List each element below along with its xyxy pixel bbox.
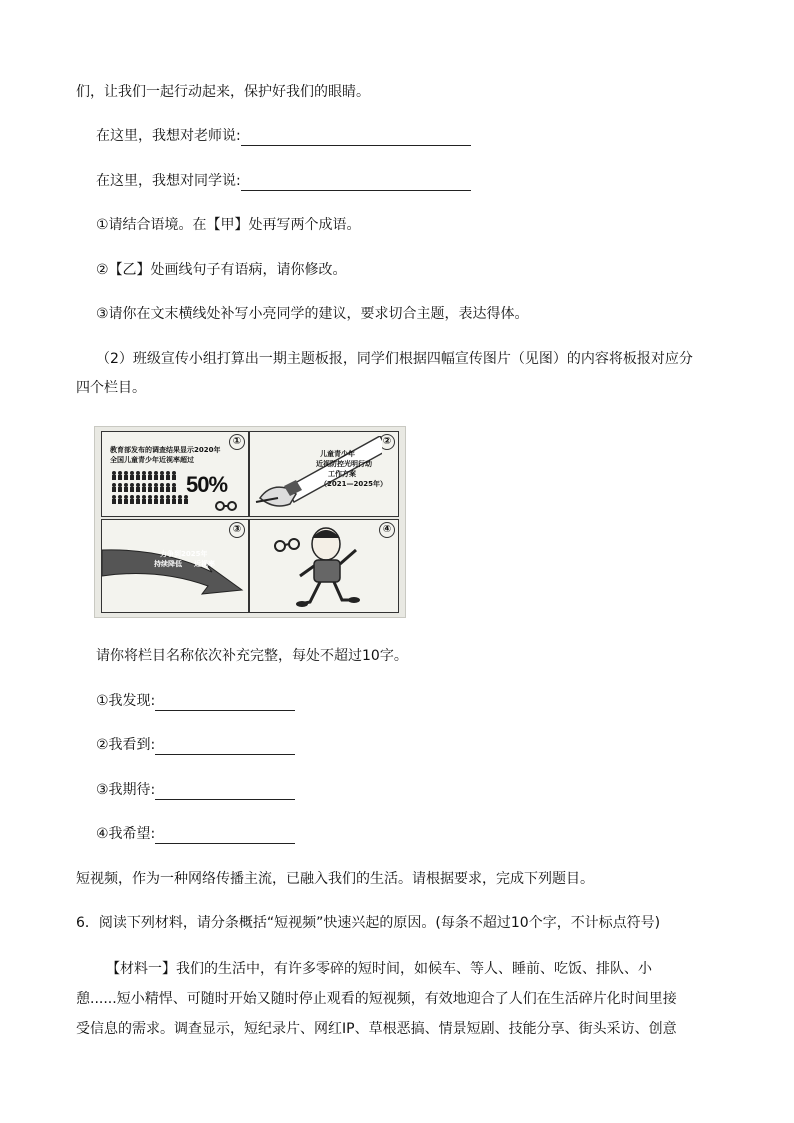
panel1-text-2: 全国儿童青少年近视率超过	[110, 456, 194, 464]
picture-panel-2	[249, 431, 399, 517]
teacher-prompt-label: 在这里，我想对老师说:	[96, 128, 241, 144]
classmate-answer-blank[interactable]	[241, 174, 471, 191]
fill-item-3	[96, 780, 295, 800]
fill-item-3-label: ③我期待:	[96, 782, 156, 798]
fill-item-4	[96, 824, 295, 844]
question-1: ①请结合语境。在【甲】处再写两个成语。	[96, 217, 361, 233]
panel1-text-1: 教育部发布的调查结果显示2020年	[110, 446, 221, 454]
panel-number-2: ②	[379, 434, 395, 450]
fill-item-2-blank[interactable]	[155, 738, 295, 755]
classmate-prompt	[96, 171, 471, 191]
material-1-line-3: 受信息的需求。调查显示，短纪录片、网红IP、草根恶搞、情景短剧、技能分享、街头采访、创意	[76, 1021, 677, 1037]
panel3-text-2: 持续降低	[154, 560, 182, 568]
classmate-prompt-label: 在这里，我想对同学说:	[96, 173, 241, 189]
teacher-prompt	[96, 126, 471, 146]
running-boy-icon	[250, 520, 398, 612]
panel3-text-1: 力争到2025年	[160, 550, 208, 558]
question-6: 6．阅读下列材料，请分条概括“短视频”快速兴起的原因。(每条不超过10个字，不计标点符号)	[76, 915, 661, 931]
column-instruction: 请你将栏目名称依次补充完整，每处不超过10字。	[96, 648, 408, 664]
fill-item-1-blank[interactable]	[155, 694, 295, 711]
panel-number-4: ④	[379, 522, 395, 538]
propaganda-picture	[94, 426, 406, 618]
question-2: ②【乙】处画线句子有语病，请你修改。	[96, 262, 347, 278]
panel2-text-3: 工作方案	[328, 470, 356, 478]
task-2-intro: （2）班级宣传小组打算出一期主题板报，同学们根据四幅宣传图片（见图）的内容将板报对应分	[96, 351, 693, 367]
fill-item-4-blank[interactable]	[155, 827, 295, 844]
panel2-text-2: 近视防控光明行动	[316, 460, 372, 468]
fill-item-4-label: ④我希望:	[96, 826, 156, 842]
panel-number-1: ①	[229, 434, 245, 450]
short-video-intro: 短视频，作为一种网络传播主流，已融入我们的生活。请根据要求，完成下列题目。	[76, 871, 594, 887]
paragraph-continuation: 们，让我们一起行动起来，保护好我们的眼睛。	[76, 84, 370, 100]
pointing-hand-icon	[252, 436, 382, 514]
material-1-line-1: 【材料一】我们的生活中，有许多零碎的短时间，如候车、等人、睡前、吃饭、排队、小	[106, 961, 652, 977]
picture-panel-3	[101, 519, 249, 613]
panel-number-3: ③	[229, 522, 245, 538]
fill-item-3-blank[interactable]	[155, 783, 295, 800]
question-3: ③请你在文末横线处补写小亮同学的建议，要求切合主题，表达得体。	[96, 306, 529, 322]
picture-panel-1	[101, 431, 249, 517]
panel2-text-1: 儿童青少年	[320, 450, 355, 458]
task-2-intro-cont: 四个栏目。	[76, 380, 146, 396]
panel2-text-4: （2021—2025年）	[320, 480, 387, 488]
panel3-text-3: 近视率	[194, 560, 215, 568]
picture-panel-4	[249, 519, 399, 613]
panel1-percentage: 50%	[186, 472, 228, 497]
fill-item-2	[96, 735, 295, 755]
fill-item-1	[96, 691, 295, 711]
teacher-answer-blank[interactable]	[241, 129, 471, 146]
fill-item-1-label: ①我发现:	[96, 693, 156, 709]
material-1-line-2: 憩......短小精悍、可随时开始又随时停止观看的短视频，有效地迎合了人们在生活碎片化时间里接	[76, 991, 677, 1007]
fill-item-2-label: ②我看到:	[96, 737, 156, 753]
